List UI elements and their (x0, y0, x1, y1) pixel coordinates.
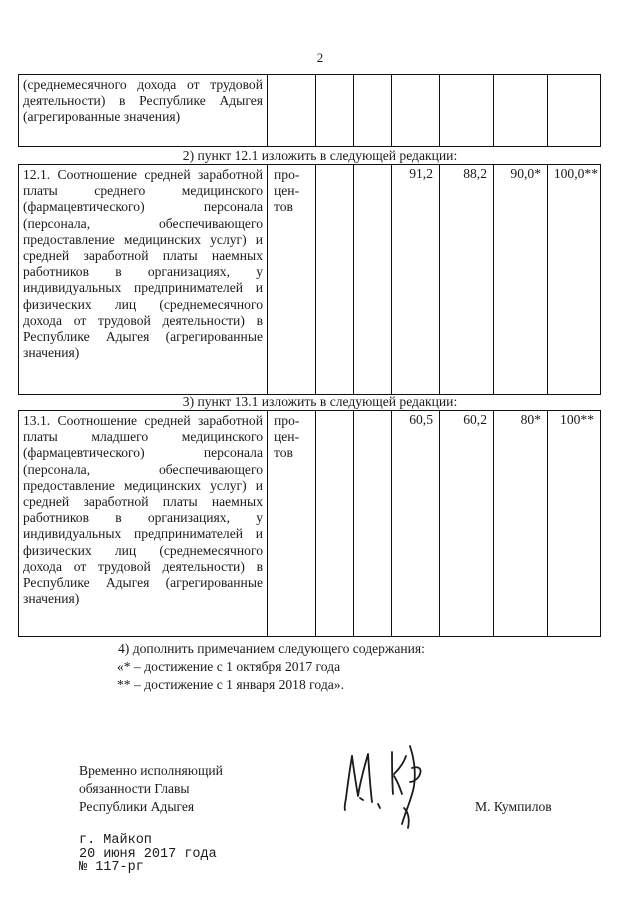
note-line-2: ** – достижение с 1 января 2018 года». (117, 677, 344, 692)
issue-date: 20 июня 2017 года (79, 847, 217, 862)
value-cell: 90,0* (494, 165, 548, 395)
document-number: № 117-рг (79, 860, 144, 875)
note-line-1: «* – достижение с 1 октября 2017 года (117, 659, 341, 674)
unit-text: про- (274, 413, 300, 428)
table-13-1 (18, 410, 601, 637)
value-cell: 80* (494, 411, 548, 637)
page-number: 2 (316, 50, 324, 65)
unit-cell (268, 165, 316, 395)
table-12-1 (18, 164, 601, 395)
table-row (19, 75, 601, 147)
caption-item-3: 3) пункт 13.1 изложить в следующей редакции: (182, 394, 458, 409)
place-of-issue: г. Майкоп (79, 833, 152, 848)
table-continuation (18, 74, 601, 147)
unit-cell (268, 411, 316, 637)
value-cell: 88,2 (440, 165, 494, 395)
indicator-description: 12.1. Соотношение средней заработной платы среднего медицинского (фармацевтического) персонала (персонала, обеспечивающего предоставление медицинских услуг) и средней заработной платы наемных работников в организациях, у индивидуальных предпринимателей и физических лиц (среднемесячного дохода от трудовой деятельности) в Республике Адыгея (агрегированные значения) (19, 165, 268, 395)
handwritten-signature (330, 738, 440, 834)
indicator-description: 13.1. Соотношение средней заработной платы младшего медицинского (фармацевтического) персонала (персонала, обеспечивающего предоставление медицинских услуг) и средней заработной платы наемных работников в организациях, у индивидуальных предпринимателей и физических лиц (среднемесячного дохода от трудовой деятельности) в Республике Адыгея (агрегированные значения) (19, 411, 268, 637)
signatory-title-line-2: обязанности Главы (79, 781, 190, 796)
table-row (19, 165, 601, 395)
signatory-name: М. Кумпилов (475, 799, 552, 814)
caption-item-2: 2) пункт 12.1 изложить в следующей редакции: (182, 148, 458, 163)
table-row (19, 411, 601, 637)
value-cell: 100** (548, 411, 601, 637)
value-cell: 100,0** (548, 165, 601, 395)
unit-text: цен- (274, 183, 300, 199)
value-cell: 60,2 (440, 411, 494, 637)
signatory-title-line-1: Временно исполняющий (79, 763, 223, 778)
unit-text: тов (274, 445, 293, 461)
value-cell: 60,5 (392, 411, 440, 637)
unit-text: цен- (274, 429, 300, 445)
value-cell: 91,2 (392, 165, 440, 395)
indicator-description: (среднемесячного дохода от трудовой деятельности) в Республике Адыгея (агрегированные значения) (19, 75, 268, 147)
unit-text: про- (274, 167, 300, 182)
note-intro: 4) дополнить примечанием следующего содержания: (118, 641, 425, 656)
signatory-title-line-3: Республики Адыгея (79, 799, 195, 814)
unit-text: тов (274, 199, 293, 215)
